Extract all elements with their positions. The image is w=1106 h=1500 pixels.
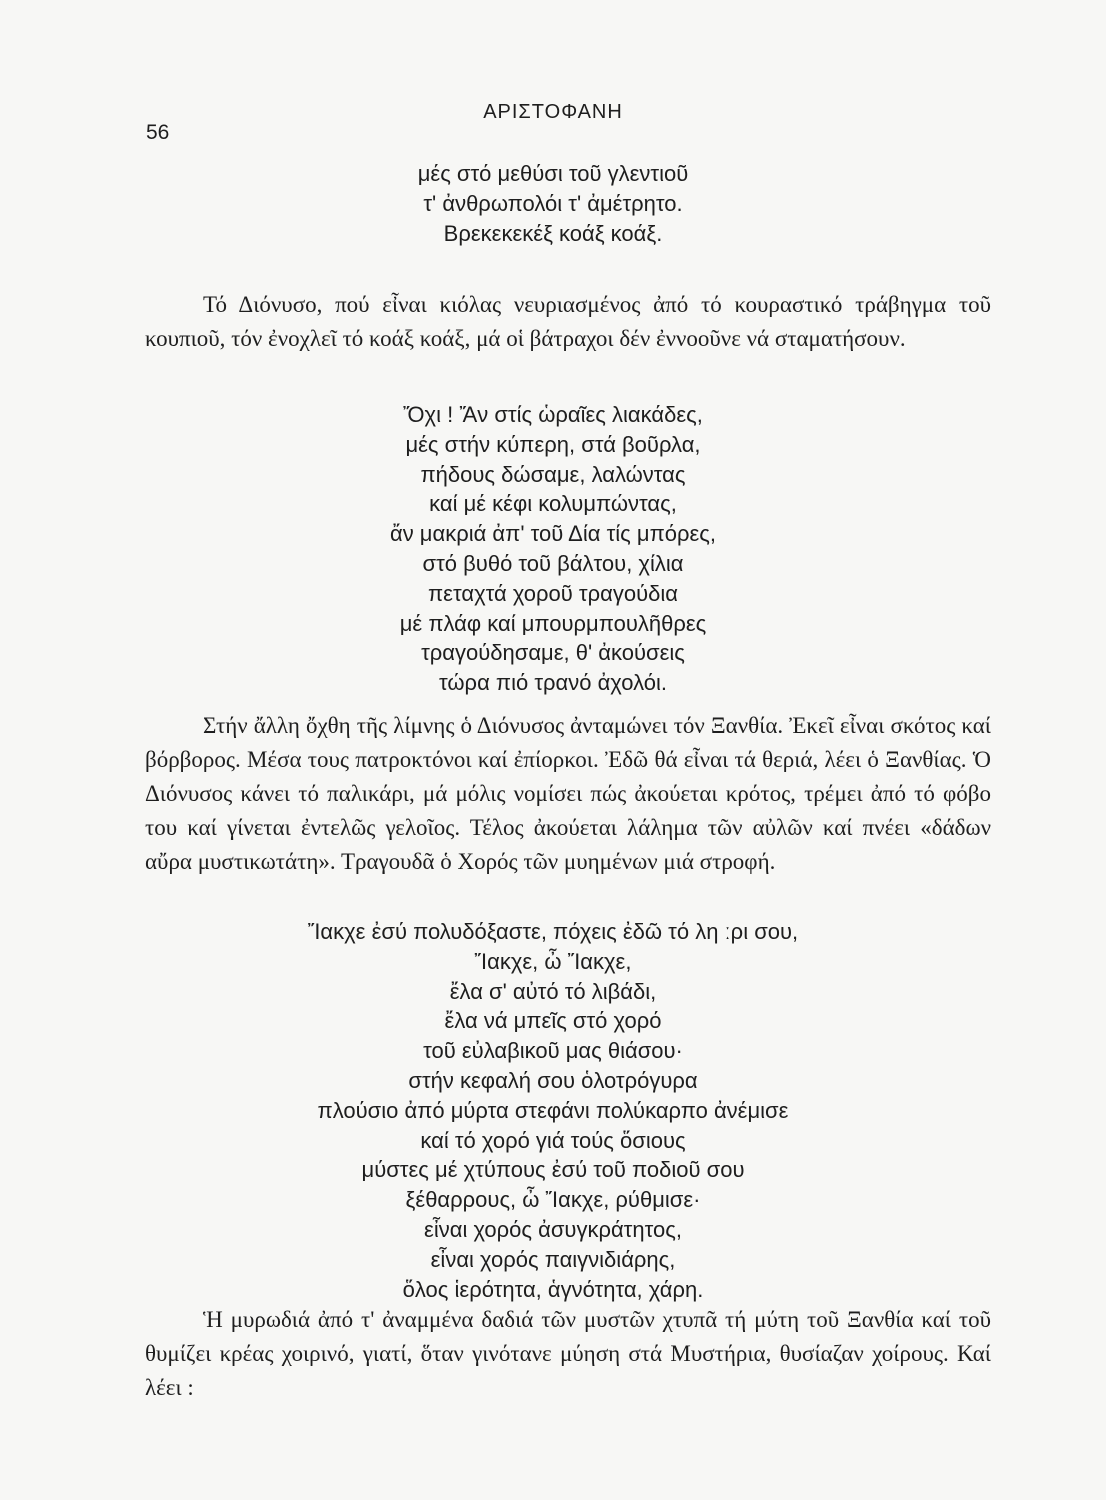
verse-block-frogs-ending <box>0 159 1106 248</box>
verse-line: Ἴακχε ἐσύ πολυδόξαστε, πόχεις ἐδῶ τό λη ːρι σου, <box>307 919 799 944</box>
verse-line: τώρα πιό τρανό ἀχολόι. <box>439 670 667 696</box>
verse-line: πήδους δώσαμε, λαλώντας <box>420 461 686 487</box>
verse-line: μές στήν κύπερη, στά βοῦρλα, <box>405 431 701 457</box>
verse-line: μές στό μεθύσι τοῦ γλεντιοῦ <box>417 161 689 186</box>
prose-paragraph-torch-smell: Ἡ μυρωδιά ἀπό τ' ἀναμμένα δαδιά τῶν μυστῶν χτυπᾶ τή μύτη τοῦ Ξανθία καί τοῦ θυμίζει κρέας χοιρινό, γιατί, ὅταν γινότανε μύηση στά Μυστήρια, θυσίαζαν χοίρους. Καί λέει : <box>145 1307 991 1400</box>
verse-line: καί μέ κέφι κολυμπώντας, <box>429 491 677 517</box>
verse-line: ἔλα σ' αὐτό τό λιβάδι, <box>449 978 657 1004</box>
verse-line: εἶναι χορός παιγνιδιάρης, <box>430 1246 676 1272</box>
page-number: 56 <box>146 121 170 144</box>
verse-line: μέ πλάφ καί μπουρμπουλῆθρες <box>399 610 707 636</box>
verse-line: τ' ἀνθρωπολόι τ' ἀμέτρητο. <box>423 190 683 216</box>
verse-block-iacchus-hymn <box>0 917 1106 1304</box>
verse-line: καί τό χορό γιά τούς ὅσιους <box>420 1127 686 1153</box>
verse-line: μύστες μέ χτύπους ἐσύ τοῦ ποδιοῦ σου <box>361 1157 745 1183</box>
verse-line: Ἴακχε, ὦ Ἴακχε, <box>474 948 632 974</box>
prose-paragraph-other-shore: Στήν ἄλλη ὄχθη τῆς λίμνης ὁ Διόνυσος ἀνταμώνει τόν Ξανθία. Ἐκεῖ εἶναι σκότος καί βόρβορος. Μέσα τους πατροκτόνοι καί ἐπίορκοι. Ἐδῶ θά εἶναι τά θεριά, λέει ὁ Ξανθίας. Ὁ Διόνυσος κάνει τό παλικάρι, μά μόλις νομίσει πώς ἀκούεται κρότος, τρέμει ἀπό τό φόβο του καί γίνεται ἐντελῶς γελοῖος. Τέλος ἀκούεται λάλημα τῶν αὐλῶν καί πνέει «δάδων αὔρα μυστικωτάτη». Τραγουδᾶ ὁ Χορός τῶν μυημένων μιά στροφή. <box>145 713 991 874</box>
verse-line: στήν κεφαλή σου ὁλοτρόγυρα <box>408 1067 698 1093</box>
verse-line: τοῦ εὐλαβικοῦ μας θιάσου· <box>423 1038 683 1064</box>
verse-line: πεταχτά χοροῦ τραγούδια <box>428 580 678 606</box>
verse-block-frogs-reply <box>0 400 1106 698</box>
verse-line: Βρεκεκεκέξ κοάξ κοάξ. <box>443 220 663 246</box>
verse-line: Ὄχι ! Ἄν στίς ὡραῖες λιακάδες, <box>403 402 703 427</box>
running-head-title: ΑΡΙΣΤΟΦΑΝΗ <box>483 101 623 123</box>
verse-line: ἄν μακριά ἀπ' τοῦ Δία τίς μπόρες, <box>389 521 717 547</box>
verse-line: ξέθαρρους, ὦ Ἴακχε, ρύθμισε· <box>405 1187 701 1213</box>
verse-line: ἔλα νά μπεῖς στό χορό <box>444 1008 662 1034</box>
verse-line: τραγούδησαμε, θ' ἀκούσεις <box>421 640 685 666</box>
verse-line: στό βυθό τοῦ βάλτου, χίλια <box>422 550 684 576</box>
verse-line: πλούσιο ἀπό μύρτα στεφάνι πολύκαρπο ἀνέμισε <box>317 1097 789 1123</box>
prose-paragraph-dionysus-annoyed: Τό Διόνυσο, πού εἶναι κιόλας νευριασμένος ἀπό τό κουραστικό τράβηγμα τοῦ κουπιοῦ, τόν ἐνοχλεῖ τό κοάξ κοάξ, μά οἱ βάτραχοι δέν ἐννοοῦνε νά σταματήσουν. <box>145 292 991 351</box>
verse-line: ὅλος ἱερότητα, ἁγνότητα, χάρη. <box>402 1276 704 1302</box>
verse-line: εἶναι χορός ἀσυγκράτητος, <box>424 1216 682 1242</box>
